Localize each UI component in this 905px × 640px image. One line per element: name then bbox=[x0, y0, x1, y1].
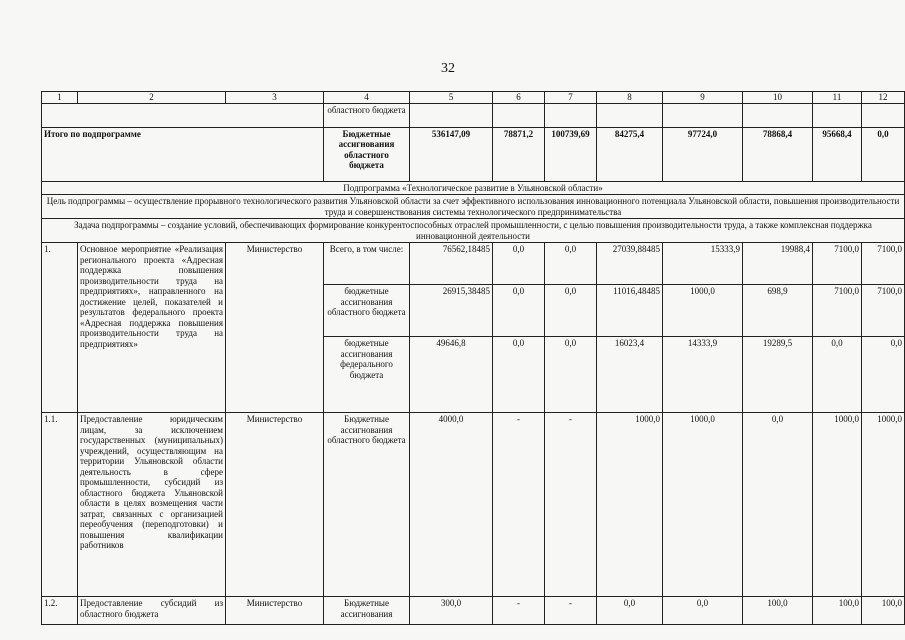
col-header: 5 bbox=[410, 92, 493, 104]
value-cell: 1000,0 bbox=[813, 413, 862, 597]
value-cell: 0,0 bbox=[493, 285, 545, 337]
value-cell: 78868,4 bbox=[743, 127, 813, 181]
source-cell: Бюджетные ассигнования областного бюджета bbox=[324, 127, 410, 181]
value-cell: 7100,0 bbox=[862, 243, 905, 285]
subprogram-goal: Цель подпрограммы – осуществление прорывного технологического развития Ульяновской области за счет эффективного использования инновационного потенциала Ульяновской области, повышения производительности труда и совершенствования системы технологического предпринимательства bbox=[42, 195, 905, 219]
value-cell: 19988,4 bbox=[743, 243, 813, 285]
subprogram-title: Подпрограмма «Технологическое развитие в Ульяновской области» bbox=[42, 181, 905, 195]
value-cell: 1000,0 bbox=[597, 413, 663, 597]
item-number: 1.2. bbox=[42, 597, 78, 625]
value-cell: 7100,0 bbox=[813, 243, 862, 285]
col-header: 4 bbox=[324, 92, 410, 104]
value-cell: 14333,9 bbox=[663, 337, 743, 413]
total-row bbox=[42, 127, 905, 181]
value-cell: 0,0 bbox=[743, 413, 813, 597]
value-cell: 97724,0 bbox=[663, 127, 743, 181]
value-cell: 0,0 bbox=[663, 597, 743, 625]
item-name: Предоставление субсидий из областного бюджета bbox=[78, 597, 226, 625]
value-cell: 0,0 bbox=[813, 337, 862, 413]
item-name: Основное мероприятие «Реализация регионального проекта «Адресная поддержка повышения производительности труда на предприятиях», направленного на достижение целей, показателей и результатов федерального проекта «Адресная поддержка повышения производительности труда на предприятиях» bbox=[78, 243, 226, 413]
value-cell: 0,0 bbox=[597, 597, 663, 625]
value-cell: 16023,4 bbox=[597, 337, 663, 413]
column-number-row bbox=[42, 92, 905, 104]
budget-table bbox=[41, 91, 905, 625]
col-header: 3 bbox=[226, 92, 324, 104]
table-row bbox=[42, 243, 905, 285]
value-cell: 1000,0 bbox=[663, 285, 743, 337]
source-cell: Всего, в том числе: bbox=[324, 243, 410, 285]
value-cell: 4000,0 bbox=[410, 413, 493, 597]
value-cell: - bbox=[545, 413, 597, 597]
value-cell: 19289,5 bbox=[743, 337, 813, 413]
value-cell: 27039,88485 bbox=[597, 243, 663, 285]
value-cell: 0,0 bbox=[545, 243, 597, 285]
value-cell: - bbox=[493, 597, 545, 625]
value-cell: 0,0 bbox=[545, 337, 597, 413]
item-executor: Министерство bbox=[226, 413, 324, 597]
value-cell: 0,0 bbox=[493, 243, 545, 285]
item-executor: Министерство bbox=[226, 243, 324, 413]
value-cell: 11016,48485 bbox=[597, 285, 663, 337]
value-cell: - bbox=[493, 413, 545, 597]
col-header: 10 bbox=[743, 92, 813, 104]
col-header: 12 bbox=[862, 92, 905, 104]
source-cell: Бюджетные ассигнования bbox=[324, 597, 410, 625]
value-cell: 26915,38485 bbox=[410, 285, 493, 337]
value-cell: 100739,69 bbox=[545, 127, 597, 181]
col-header: 11 bbox=[813, 92, 862, 104]
subprogram-task: Задача подпрограммы – создание условий, обеспечивающих формирование конкурентоспособных отраслей промышленности, с целью повышения производительности труда, а также комплексная поддержка инновационной деятельности bbox=[42, 219, 905, 243]
value-cell: - bbox=[545, 597, 597, 625]
value-cell: 100,0 bbox=[813, 597, 862, 625]
value-cell: 100,0 bbox=[743, 597, 813, 625]
table-row bbox=[42, 597, 905, 625]
col-header: 7 bbox=[545, 92, 597, 104]
value-cell: 15333,9 bbox=[663, 243, 743, 285]
value-cell: 0,0 bbox=[493, 337, 545, 413]
source-cell: Бюджетные ассигнования областного бюджета bbox=[324, 413, 410, 597]
value-cell: 7100,0 bbox=[813, 285, 862, 337]
col-header: 2 bbox=[78, 92, 226, 104]
value-cell: 1000,0 bbox=[663, 413, 743, 597]
value-cell: 84275,4 bbox=[597, 127, 663, 181]
item-number: 1.1. bbox=[42, 413, 78, 597]
value-cell: 76562,18485 bbox=[410, 243, 493, 285]
value-cell: 100,0 bbox=[862, 597, 905, 625]
value-cell: 0,0 bbox=[862, 127, 905, 181]
continuation-row bbox=[42, 103, 905, 127]
col-header: 6 bbox=[493, 92, 545, 104]
page-number: 32 bbox=[441, 61, 455, 76]
source-cell: бюджетные ассигнования федерального бюджета bbox=[324, 337, 410, 413]
value-cell: 698,9 bbox=[743, 285, 813, 337]
subprogram-title-row bbox=[42, 181, 905, 195]
source-cell: областного бюджета bbox=[324, 103, 410, 127]
value-cell: 49646,8 bbox=[410, 337, 493, 413]
task-row bbox=[42, 219, 905, 243]
item-number: 1. bbox=[42, 243, 78, 413]
value-cell: 300,0 bbox=[410, 597, 493, 625]
value-cell: 1000,0 bbox=[862, 413, 905, 597]
source-cell: бюджетные ассигнования областного бюджета bbox=[324, 285, 410, 337]
value-cell: 7100,0 bbox=[862, 285, 905, 337]
total-label: Итого по подпрограмме bbox=[42, 127, 324, 181]
value-cell: 0,0 bbox=[545, 285, 597, 337]
item-executor: Министерство bbox=[226, 597, 324, 625]
table-row bbox=[42, 413, 905, 597]
value-cell: 78871,2 bbox=[493, 127, 545, 181]
col-header: 8 bbox=[597, 92, 663, 104]
value-cell: 0,0 bbox=[862, 337, 905, 413]
col-header: 9 bbox=[663, 92, 743, 104]
value-cell: 95668,4 bbox=[813, 127, 862, 181]
goal-row bbox=[42, 195, 905, 219]
col-header: 1 bbox=[42, 92, 78, 104]
value-cell: 536147,09 bbox=[410, 127, 493, 181]
item-name: Предоставление юридическим лицам, за исключением государственных (муниципальных) учреждений, осуществляющим на территории Ульяновской области деятельность в сфере промышленности, субсидий из областного бюджета Ульяновской области в целях возмещения части затрат, связанных с организацией переобучения (переподготовки) и повышения квалификации работников bbox=[78, 413, 226, 597]
